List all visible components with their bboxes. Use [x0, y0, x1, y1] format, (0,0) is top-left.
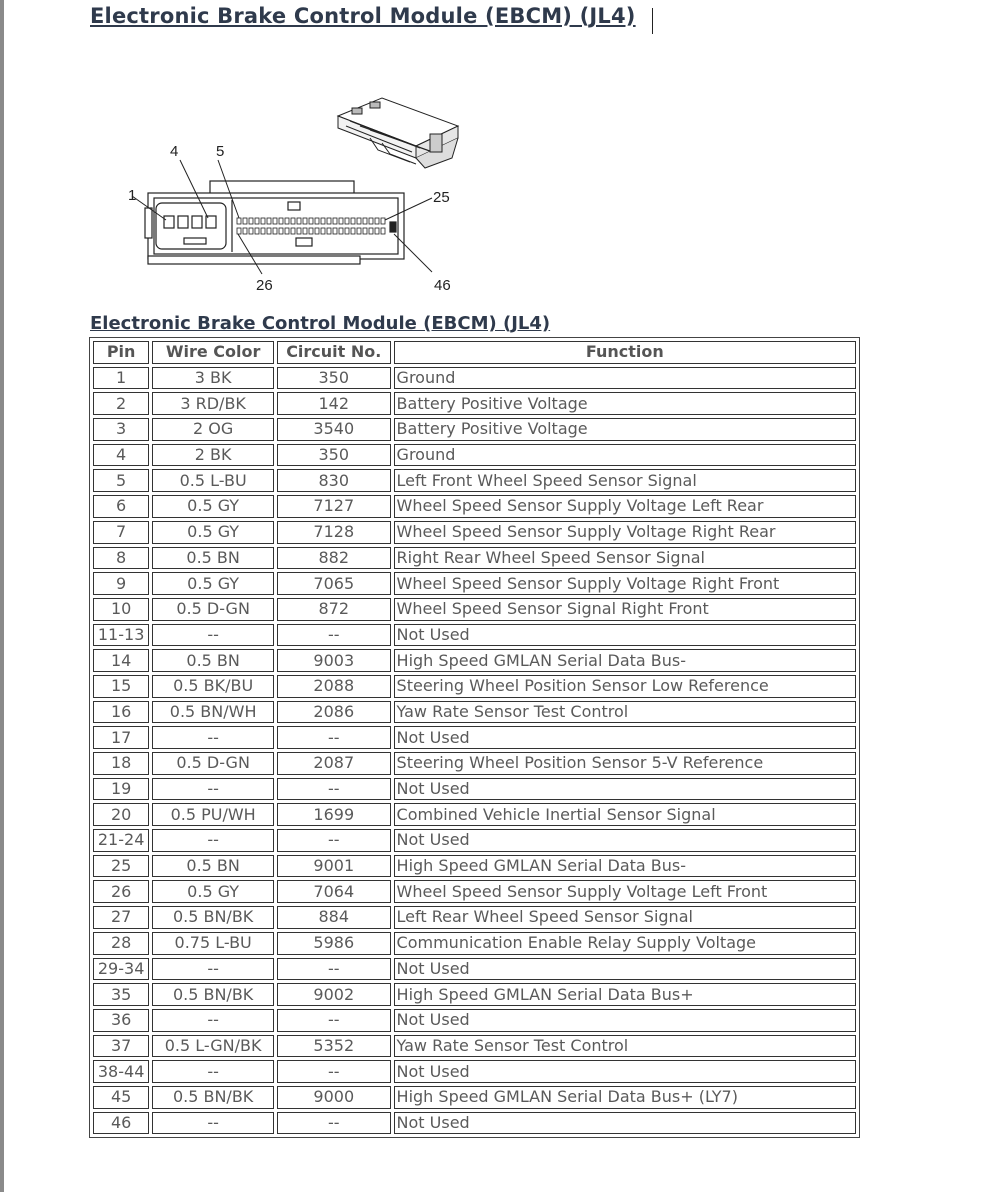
circuit-no-cell: 3540: [277, 418, 391, 441]
wire-color-cell: 0.5 BN: [152, 855, 274, 878]
circuit-no-cell: 5986: [277, 932, 391, 955]
circuit-no-cell: 9000: [277, 1086, 391, 1109]
wire-color-cell: --: [152, 778, 274, 801]
pin-cell: 29-34: [93, 958, 149, 981]
table-row: [93, 469, 856, 492]
circuit-no-cell: 884: [277, 906, 391, 929]
pin-cell: 20: [93, 803, 149, 826]
table-row: [93, 752, 856, 775]
callout-pin-25: 25: [433, 189, 450, 206]
pin-cell: 19: [93, 778, 149, 801]
circuit-no-cell: --: [277, 1060, 391, 1083]
pin-cell: 8: [93, 547, 149, 570]
wire-color-cell: --: [152, 1060, 274, 1083]
table-row: [93, 1035, 856, 1058]
function-cell: Not Used: [394, 829, 856, 852]
function-cell: Steering Wheel Position Sensor 5-V Reference: [394, 752, 856, 775]
circuit-no-cell: --: [277, 726, 391, 749]
function-cell: High Speed GMLAN Serial Data Bus+: [394, 983, 856, 1006]
table-row: [93, 726, 856, 749]
table-row: [93, 983, 856, 1006]
wire-color-cell: --: [152, 958, 274, 981]
header-pin: Pin: [93, 341, 149, 364]
table-row: [93, 932, 856, 955]
function-cell: Steering Wheel Position Sensor Low Reference: [394, 675, 856, 698]
circuit-no-cell: 7128: [277, 521, 391, 544]
pin-cell: 36: [93, 1009, 149, 1032]
function-cell: Combined Vehicle Inertial Sensor Signal: [394, 803, 856, 826]
table-row: [93, 547, 856, 570]
header-circuit-no: Circuit No.: [277, 341, 391, 364]
table-header-row: [93, 341, 856, 364]
left-border-rule: [0, 0, 4, 1192]
table-row: [93, 1060, 856, 1083]
signal-pin-cavities-top: [237, 218, 385, 224]
pin-cell: 18: [93, 752, 149, 775]
circuit-no-cell: --: [277, 624, 391, 647]
circuit-no-cell: 9002: [277, 983, 391, 1006]
pin-cell: 11-13: [93, 624, 149, 647]
function-cell: High Speed GMLAN Serial Data Bus-: [394, 649, 856, 672]
function-cell: Yaw Rate Sensor Test Control: [394, 701, 856, 724]
function-cell: Left Front Wheel Speed Sensor Signal: [394, 469, 856, 492]
wire-color-cell: --: [152, 1112, 274, 1135]
pin-cell: 28: [93, 932, 149, 955]
header-function: Function: [394, 341, 856, 364]
table-row: [93, 495, 856, 518]
pin-cell: 17: [93, 726, 149, 749]
table-row: [93, 367, 856, 390]
pin-cell: 27: [93, 906, 149, 929]
wire-color-cell: 3 RD/BK: [152, 392, 274, 415]
circuit-no-cell: 2087: [277, 752, 391, 775]
function-cell: Wheel Speed Sensor Supply Voltage Right Rear: [394, 521, 856, 544]
callout-pin-1: 1: [128, 187, 137, 204]
pin-cell: 37: [93, 1035, 149, 1058]
circuit-no-cell: 1699: [277, 803, 391, 826]
function-cell: Communication Enable Relay Supply Voltage: [394, 932, 856, 955]
wire-color-cell: 0.5 PU/WH: [152, 803, 274, 826]
function-cell: Not Used: [394, 624, 856, 647]
callout-pin-4: 4: [170, 143, 179, 160]
table-row: [93, 392, 856, 415]
table-row: [93, 418, 856, 441]
function-cell: Wheel Speed Sensor Signal Right Front: [394, 598, 856, 621]
circuit-no-cell: 7064: [277, 880, 391, 903]
table-row: [93, 649, 856, 672]
pin-cell: 45: [93, 1086, 149, 1109]
pin-cell: 1: [93, 367, 149, 390]
wire-color-cell: 0.5 GY: [152, 880, 274, 903]
pin-cell: 46: [93, 1112, 149, 1135]
wire-color-cell: 0.5 BN/BK: [152, 983, 274, 1006]
circuit-no-cell: 2088: [277, 675, 391, 698]
circuit-no-cell: 872: [277, 598, 391, 621]
table-row: [93, 880, 856, 903]
function-cell: Not Used: [394, 726, 856, 749]
pin-cell: 4: [93, 444, 149, 467]
wire-color-cell: 0.5 GY: [152, 495, 274, 518]
circuit-no-cell: 7065: [277, 572, 391, 595]
function-cell: Wheel Speed Sensor Supply Voltage Right Front: [394, 572, 856, 595]
table-row: [93, 598, 856, 621]
table-row: [93, 701, 856, 724]
wire-color-cell: 2 BK: [152, 444, 274, 467]
table-row: [93, 444, 856, 467]
wire-color-cell: --: [152, 726, 274, 749]
wire-color-cell: 0.5 BN/BK: [152, 906, 274, 929]
table-row: [93, 1086, 856, 1109]
function-cell: High Speed GMLAN Serial Data Bus+ (LY7): [394, 1086, 856, 1109]
table-row: [93, 906, 856, 929]
wire-color-cell: 0.5 L-GN/BK: [152, 1035, 274, 1058]
wire-color-cell: 0.5 BN/WH: [152, 701, 274, 724]
table-row: [93, 521, 856, 544]
function-cell: Wheel Speed Sensor Supply Voltage Left Rear: [394, 495, 856, 518]
function-cell: Battery Positive Voltage: [394, 418, 856, 441]
table-row: [93, 675, 856, 698]
function-cell: Yaw Rate Sensor Test Control: [394, 1035, 856, 1058]
wire-color-cell: --: [152, 624, 274, 647]
circuit-no-cell: 5352: [277, 1035, 391, 1058]
pin-cell: 14: [93, 649, 149, 672]
function-cell: Not Used: [394, 778, 856, 801]
circuit-no-cell: --: [277, 1112, 391, 1135]
signal-pin-cavities-bottom: [237, 228, 385, 234]
table-row: [93, 624, 856, 647]
circuit-no-cell: 350: [277, 367, 391, 390]
circuit-no-cell: 7127: [277, 495, 391, 518]
wire-color-cell: 0.5 BN/BK: [152, 1086, 274, 1109]
wire-color-cell: 0.5 BN: [152, 547, 274, 570]
function-cell: Not Used: [394, 1112, 856, 1135]
circuit-no-cell: 882: [277, 547, 391, 570]
pin-cell: 3: [93, 418, 149, 441]
pin-cell: 2: [93, 392, 149, 415]
wire-color-cell: 0.75 L-BU: [152, 932, 274, 955]
function-cell: Not Used: [394, 1060, 856, 1083]
table-row: [93, 803, 856, 826]
function-cell: Left Rear Wheel Speed Sensor Signal: [394, 906, 856, 929]
circuit-no-cell: 9001: [277, 855, 391, 878]
table-row: [93, 958, 856, 981]
callout-pin-26: 26: [256, 277, 273, 294]
circuit-no-cell: 2086: [277, 701, 391, 724]
wire-color-cell: --: [152, 1009, 274, 1032]
pin-cell: 7: [93, 521, 149, 544]
wire-color-cell: 2 OG: [152, 418, 274, 441]
function-cell: High Speed GMLAN Serial Data Bus-: [394, 855, 856, 878]
callout-pin-46: 46: [434, 277, 451, 294]
circuit-no-cell: 142: [277, 392, 391, 415]
pin-cell: 38-44: [93, 1060, 149, 1083]
circuit-no-cell: 350: [277, 444, 391, 467]
pin-cell: 25: [93, 855, 149, 878]
circuit-no-cell: --: [277, 829, 391, 852]
pin-cell: 10: [93, 598, 149, 621]
function-cell: Not Used: [394, 958, 856, 981]
circuit-no-cell: --: [277, 1009, 391, 1032]
table-row: [93, 829, 856, 852]
pin-cell: 15: [93, 675, 149, 698]
pin-cell: 5: [93, 469, 149, 492]
wire-color-cell: 0.5 D-GN: [152, 752, 274, 775]
wire-color-cell: 0.5 GY: [152, 572, 274, 595]
table-row: [93, 778, 856, 801]
table-row: [93, 1112, 856, 1135]
wire-color-cell: --: [152, 829, 274, 852]
pin-cell: 35: [93, 983, 149, 1006]
function-cell: Battery Positive Voltage: [394, 392, 856, 415]
wire-color-cell: 0.5 BK/BU: [152, 675, 274, 698]
circuit-no-cell: 9003: [277, 649, 391, 672]
connector-isometric-view: [338, 98, 458, 168]
function-cell: Right Rear Wheel Speed Sensor Signal: [394, 547, 856, 570]
wire-color-cell: 0.5 L-BU: [152, 469, 274, 492]
pin-cell: 26: [93, 880, 149, 903]
header-wire-color: Wire Color: [152, 341, 274, 364]
pinout-table-body: [93, 367, 856, 1135]
table-caption: Electronic Brake Control Module (EBCM) (JL4): [90, 313, 551, 334]
callout-pin-5: 5: [216, 143, 225, 160]
wire-color-cell: 3 BK: [152, 367, 274, 390]
table-row: [93, 855, 856, 878]
pin-cell: 9: [93, 572, 149, 595]
pin-cell: 21-24: [93, 829, 149, 852]
circuit-no-cell: 830: [277, 469, 391, 492]
function-cell: Ground: [394, 367, 856, 390]
text-cursor: [652, 8, 653, 34]
page-title: Electronic Brake Control Module (EBCM) (JL4): [90, 4, 636, 28]
circuit-no-cell: --: [277, 958, 391, 981]
connector-face-view: [145, 181, 404, 264]
wire-color-cell: 0.5 D-GN: [152, 598, 274, 621]
function-cell: Not Used: [394, 1009, 856, 1032]
table-row: [93, 1009, 856, 1032]
table-row: [93, 572, 856, 595]
function-cell: Ground: [394, 444, 856, 467]
wire-color-cell: 0.5 BN: [152, 649, 274, 672]
pinout-table: [89, 337, 860, 1138]
pin-cell: 6: [93, 495, 149, 518]
connector-diagram: [120, 88, 470, 294]
wire-color-cell: 0.5 GY: [152, 521, 274, 544]
function-cell: Wheel Speed Sensor Supply Voltage Left Front: [394, 880, 856, 903]
circuit-no-cell: --: [277, 778, 391, 801]
pin-cell: 16: [93, 701, 149, 724]
